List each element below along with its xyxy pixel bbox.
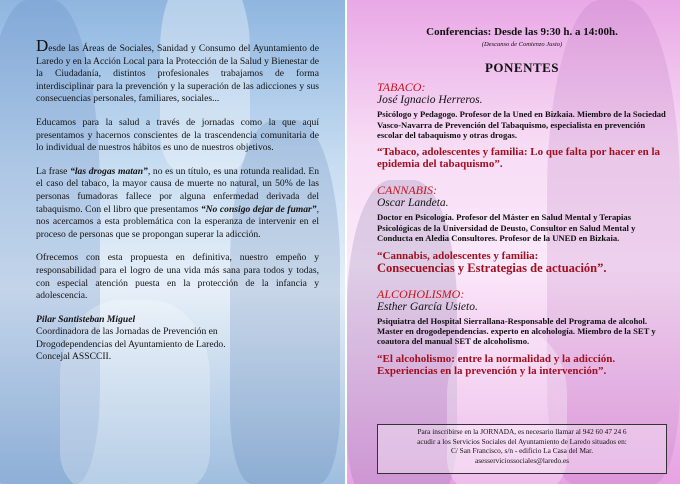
- program-content: [377, 26, 667, 377]
- talk-title: “El alcoholismo: entre la normalidad y la adicción. Experiencias en la prevención y la intervención”.: [377, 352, 616, 377]
- speaker-bio: Psicólogo y Pedagogo. Profesor de la Uned en Bizkaia. Miembro de la Sociedad Vasco-Navarra de Prevención del Tabaquismo, especialista en prevención escolar del tabaquismo y otras drogas.: [377, 109, 666, 140]
- drop-cap: D: [36, 36, 49, 55]
- topic-title: CANNABIS:: [377, 183, 437, 198]
- signature-line-2: Drogodependencias del Ayuntamiento de Laredo.: [36, 338, 226, 350]
- quote-book-title: “No consigo dejar de fumar”: [200, 203, 317, 215]
- p3-text-a: La frase: [36, 165, 71, 177]
- signature-block: [36, 314, 319, 364]
- intro-paragraph-2: Educamos para la salud a través de jornadas como la que aquí presentamos y hacernos conscientes de la trascendencia comunitaria de lo individual de nuestros hábitos es uno de nuestros objetivos.: [36, 116, 319, 154]
- topic-title: ALCOHOLISMO:: [377, 286, 465, 301]
- speakers-heading: PONENTES: [484, 59, 560, 75]
- p3-text-b: , no es un título, es una rotunda realidad. En el caso del tabaco, la mayor causa de muerte no natural, un 50% de las personas fumadoras fallece por alguna enfermedad derivada del tabaquismo. Con el libro que presentamos: [36, 165, 319, 215]
- conference-schedule: Conferencias: Desde las 9:30 h. a 14:00h.: [426, 26, 618, 38]
- intro-text: [36, 36, 319, 364]
- registration-line-1: Para inscribirse en la JORNADA, es necesario llamar al 942 60 47 24 6: [417, 427, 627, 436]
- section-alcoholismo: [377, 288, 667, 377]
- section-cannabis: [377, 184, 667, 273]
- intro-paragraph-4: Ofrecemos con esta propuesta en definitiva, nuestro empeño y responsabilidad para el logro de una vida más sana para todos y todas, con especial atención puesta en la protección de la infancia y adolescencia.: [36, 252, 319, 302]
- signature-line-3: Concejal ASSCCII.: [36, 351, 112, 363]
- talk-title: “Tabaco, adolescentes y familia: Lo que falta por hacer en la epidemia del tabaquismo”.: [377, 146, 661, 171]
- speaker-bio: Doctor en Psicología. Profesor del Máster en Salud Mental y Terapias Psicológicas de la Universidad de Deusto, Consultor en Salud Mental y Conducta en Aledia Consultores. Profesor de la UNED en Bizkaia.: [377, 212, 636, 244]
- section-tabaco: [377, 81, 667, 170]
- intro-paragraph-3: [36, 166, 319, 242]
- talk-title: “Cannabis, adolescentes y familia:: [377, 249, 539, 262]
- registration-email[interactable]: asesserviciossociales@laredo.es: [474, 455, 570, 465]
- conference-note: (Descanso de Comienzo Justo): [481, 41, 563, 48]
- signature-name: Pilar Santisteban Miguel: [36, 313, 136, 325]
- speaker-name: José Ignacio Herreros.: [377, 94, 483, 107]
- registration-info-box: [377, 424, 667, 474]
- intro-paragraph-1: [36, 36, 319, 106]
- topic-title: TABACO:: [377, 80, 426, 95]
- right-panel: [347, 0, 680, 484]
- speaker-bio: Psiquiatra del Hospital Sierrallana-Responsable del Programa de alcohol. Master en drogodependencias. experto en alcohología. Miembro de la SET y coautora del manual SET de alcoholismo.: [377, 315, 656, 347]
- quote-drogas-matan: “las drogas matan”: [70, 165, 148, 177]
- speaker-name: Esther García Usieto.: [377, 300, 478, 313]
- registration-address: C/ San Francisco, s/n - edificio La Casa del Mar.: [450, 446, 594, 456]
- talk-subtitle: Consecuencias y Estrategias de actuación”.: [377, 260, 607, 275]
- signature-line-1: Coordinadora de las Jornadas de Prevención en: [36, 326, 218, 338]
- speaker-name: Oscar Landeta.: [377, 197, 449, 210]
- intro-paragraph-1-text: esde las Áreas de Sociales, Sanidad y Consumo del Ayuntamiento de Laredo y en la Acción Local para la Protección de la Salud y Bienestar de la Ciudadanía, distintos profesionales trabajamos de forma interdisciplinar para la prevención y la superación de las adicciones y sus consecuencias personales, familiares, sociales...: [36, 43, 319, 105]
- p3-text-c: , nos acercamos a esta problemática con la esperanza de intervenir en el proceso de personas que se propongan superar la adicción.: [36, 203, 319, 240]
- registration-line-2: acudir a los Servicios Sociales del Ayuntamiento de Laredo situados en:: [417, 436, 627, 446]
